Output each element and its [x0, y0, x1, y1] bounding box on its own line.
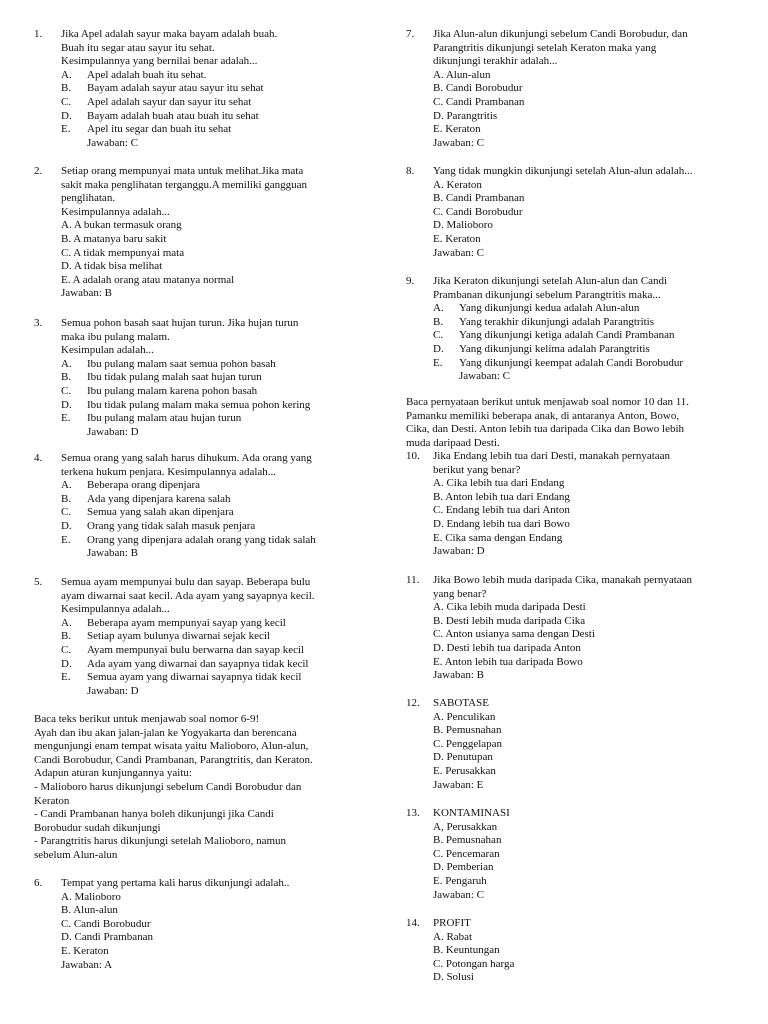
answer-option: A. A bukan termasuk orang: [61, 219, 182, 232]
answer-key: Jawaban: D: [87, 425, 139, 438]
answer-option: C. Potongan harga: [433, 957, 515, 970]
answer-option: A. Keraton: [433, 178, 482, 191]
answer-option: D. Parangtritis: [433, 109, 498, 122]
answer-option: C. Penggelapan: [433, 737, 503, 750]
question-number: 5.: [34, 576, 43, 588]
question-1: [34, 28, 359, 150]
answer-option: D. Endang lebih tua dari Bowo: [433, 517, 570, 530]
passage-line: sebelum Alun-alun: [34, 848, 118, 861]
answer-option: D. Penutupan: [433, 751, 493, 764]
question-stem: Semua orang yang salah harus dihukum. Ada orang yang: [61, 452, 312, 464]
question-stem: KONTAMINASI: [433, 807, 510, 819]
answer-option: D. Malioboro: [433, 219, 493, 232]
answer-option: A. Beberapa ayam mempunyai sayap yang kecil: [61, 616, 286, 629]
question-stem: Kesimpulan adalah...: [61, 344, 154, 357]
answer-key: Jawaban: B: [433, 669, 485, 682]
question-7: [406, 28, 736, 150]
answer-option: B. Alun-alun: [61, 904, 118, 917]
question-stem: Kesimpulannya adalah...: [61, 603, 170, 616]
passage-line: Candi Borobudur, Candi Prambanan, Parangtritis, dan Keraton.: [34, 753, 313, 766]
answer-option: E. Cika sama dengan Endang: [433, 531, 563, 544]
question-4: [34, 452, 359, 561]
answer-option: D. Bayam adalah buah atau buah itu sehat: [61, 109, 259, 122]
question-6: [34, 877, 359, 972]
answer-option: C. Yang dikunjungi ketiga adalah Candi Prambanan: [433, 329, 675, 342]
question-5: [34, 576, 359, 698]
passage-line: - Candi Prambanan hanya boleh dikunjungi jika Candi: [34, 808, 274, 821]
answer-option: A. Ibu pulang malam saat semua pohon basah: [61, 357, 276, 370]
question-number: 3.: [34, 317, 43, 329]
question-number: 4.: [34, 452, 43, 464]
passage-line: muda daripaad Desti.: [406, 436, 500, 449]
question-stem: maka ibu pulang malam.: [61, 330, 170, 343]
question-10: [406, 450, 736, 559]
answer-option: D. Candi Prambanan: [61, 931, 153, 944]
answer-option: D. A tidak bisa melihat: [61, 260, 163, 273]
answer-key: Jawaban: C: [459, 370, 511, 383]
passage-line: - Malioboro harus dikunjungi sebelum Candi Borobudur dan: [34, 780, 302, 793]
answer-option: A. Apel adalah buah itu sehat.: [61, 68, 207, 81]
answer-option: D. Ibu tidak pulang malam maka semua pohon kering: [61, 398, 311, 411]
question-number: 9.: [406, 275, 415, 287]
answer-option: E. Keraton: [433, 232, 481, 245]
answer-option: A. Malioboro: [61, 890, 121, 903]
question-stem: Prambanan dikunjungi sebelum Parangtritis maka...: [433, 288, 661, 301]
question-stem: Yang tidak mungkin dikunjungi setelah Alun-alun adalah...: [433, 165, 693, 177]
reading-passage: [406, 396, 741, 450]
reading-passage: [34, 713, 359, 863]
answer-option: E. Ibu pulang malam atau hujan turun: [61, 412, 242, 425]
question-3: [34, 317, 359, 439]
question-stem: Buah itu segar atau sayur itu sehat.: [61, 41, 215, 54]
answer-option: D. Pemberian: [433, 861, 494, 874]
answer-option: B. Pemusnahan: [433, 834, 502, 847]
answer-option: D. Solusi: [433, 971, 474, 984]
question-number: 8.: [406, 165, 415, 177]
question-number: 1.: [34, 28, 43, 40]
answer-option: C. Candi Borobudur: [61, 917, 151, 930]
passage-line: Keraton: [34, 794, 70, 807]
passage-line: Baca teks berikut untuk menjawab soal nomor 6-9!: [34, 713, 260, 725]
answer-option: B. Ada yang dipenjara karena salah: [61, 492, 231, 505]
question-stem: SABOTASE: [433, 697, 489, 709]
question-stem: Jika Keraton dikunjungi setelah Alun-alun dan Candi: [433, 275, 668, 287]
answer-option: B. Yang terakhir dikunjungi adalah Parangtritis: [433, 315, 655, 328]
passage-line: Baca pernyataan berikut untuk menjawab soal nomor 10 dan 11.: [406, 396, 690, 408]
answer-option: A. Cika lebih tua dari Endang: [433, 477, 565, 490]
answer-option: E. Keraton: [61, 944, 109, 957]
answer-option: C. Candi Borobudur: [433, 205, 523, 218]
answer-key: Jawaban: D: [433, 545, 485, 558]
question-8: [406, 165, 736, 260]
answer-option: E. A adalah orang atau matanya normal: [61, 273, 235, 286]
question-13: [406, 807, 736, 902]
question-12: [406, 697, 736, 792]
answer-option: B. Candi Borobudur: [433, 82, 523, 95]
question-stem: Kesimpulannya adalah...: [61, 205, 170, 218]
question-number: 12.: [406, 697, 420, 709]
question-stem: Jika Endang lebih tua dari Desti, manakah pernyataan: [433, 450, 671, 462]
question-number: 2.: [34, 165, 43, 177]
answer-option: A, Perusakkan: [433, 820, 498, 833]
question-stem: Jika Apel adalah sayur maka bayam adalah buah.: [61, 28, 278, 40]
passage-line: Pamanku memiliki beberapa anak, di antaranya Anton, Bowo,: [406, 409, 680, 422]
question-number: 6.: [34, 877, 43, 889]
question-stem: dikunjungi terakhir adalah...: [433, 55, 558, 68]
answer-option: D. Ada ayam yang diwarnai dan sayapnya tidak kecil: [61, 657, 309, 670]
answer-option: C. Semua yang salah akan dipenjara: [61, 506, 234, 519]
question-stem: yang benar?: [433, 587, 487, 600]
answer-option: C. Ibu pulang malam karena pohon basah: [61, 384, 258, 397]
answer-option: A. Rabat: [433, 930, 473, 943]
question-stem: Semua ayam mempunyai bulu dan sayap. Beberapa bulu: [61, 576, 311, 588]
answer-option: E. Apel itu segar dan buah itu sehat: [61, 123, 232, 136]
answer-option: C. Endang lebih tua dari Anton: [433, 504, 570, 517]
question-stem: sakit maka penglihatan terganggu.A memiliki gangguan: [61, 178, 308, 191]
answer-key: Jawaban: A: [61, 958, 113, 971]
passage-line: Cika, dan Desti. Anton lebih tua daripada Cika dan Bowo lebih: [406, 423, 685, 436]
answer-option: B. Candi Prambanan: [433, 192, 525, 205]
answer-option: D. Orang yang tidak salah masuk penjara: [61, 519, 256, 532]
answer-option: B. Setiap ayam bulunya diwarnai sejak kecil: [61, 630, 270, 643]
answer-option: D. Yang dikunjungi kelima adalah Parangtritis: [433, 342, 650, 355]
question-stem: Jika Alun-alun dikunjungi sebelum Candi Borobudur, dan: [433, 28, 688, 40]
answer-key: Jawaban: C: [433, 136, 485, 149]
passage-line: mengunjungi enam tempat wisata yaitu Malioboro, Alun-alun,: [34, 740, 309, 753]
question-stem: PROFIT: [433, 917, 471, 929]
answer-option: E. Anton lebih tua daripada Bowo: [433, 655, 583, 668]
answer-option: D. Desti lebih tua daripada Anton: [433, 641, 581, 654]
question-stem: Jika Bowo lebih muda daripada Cika, manakah pernyataan: [433, 574, 693, 586]
answer-option: E. Pengaruh: [433, 874, 487, 887]
answer-key: Jawaban: C: [87, 136, 139, 149]
answer-option: B. Ibu tidak pulang malah saat hujan turun: [61, 371, 262, 384]
answer-option: E. Keraton: [433, 123, 481, 136]
answer-key: Jawaban: B: [87, 547, 139, 560]
question-number: 11.: [406, 574, 420, 586]
question-stem: terkena hukum penjara. Kesimpulannya adalah...: [61, 465, 277, 478]
answer-option: A. Cika lebih muda daripada Desti: [433, 601, 586, 614]
passage-line: - Parangtritis harus dikunjungi setelah Malioboro, namun: [34, 835, 287, 848]
answer-option: C. Candi Prambanan: [433, 95, 525, 108]
answer-option: E. Perusakkan: [433, 764, 496, 777]
answer-option: B. Anton lebih tua dari Endang: [433, 490, 570, 503]
question-number: 14.: [406, 917, 420, 929]
question-9: [406, 275, 736, 384]
answer-option: B. Desti lebih muda daripada Cika: [433, 614, 586, 627]
answer-option: B. A matanya baru sakit: [61, 232, 167, 245]
answer-option: C. Apel adalah sayur dan sayur itu sehat: [61, 95, 252, 108]
answer-option: B. Bayam adalah sayur atau sayur itu sehat: [61, 82, 264, 95]
question-stem: Parangtritis dikunjungi setelah Keraton maka yang: [433, 41, 657, 54]
answer-key: Jawaban: D: [87, 684, 139, 697]
answer-option: E. Yang dikunjungi keempat adalah Candi Borobudur: [433, 356, 684, 369]
answer-option: A. Penculikan: [433, 710, 496, 723]
answer-option: C. Ayam mempunyai bulu berwarna dan sayap kecil: [61, 643, 305, 656]
question-stem: Semua pohon basah saat hujan turun. Jika hujan turun: [61, 317, 299, 329]
answer-option: B. Keuntungan: [433, 944, 500, 957]
answer-key: Jawaban: C: [433, 888, 485, 901]
answer-option: A. Alun-alun: [433, 68, 491, 81]
question-stem: berikut yang benar?: [433, 463, 521, 476]
question-number: 13.: [406, 807, 420, 819]
question-stem: Tempat yang pertama kali harus dikunjungi adalah..: [61, 877, 290, 889]
answer-option: E. Semua ayam yang diwarnai sayapnya tidak kecil: [61, 671, 302, 684]
question-number: 10.: [406, 450, 420, 462]
passage-line: Adapun aturan kunjungannya yaitu:: [34, 767, 192, 780]
answer-option: C. A tidak mempunyai mata: [61, 246, 185, 259]
answer-option: C. Anton usianya sama dengan Desti: [433, 628, 595, 641]
question-14: [406, 917, 736, 985]
answer-key: Jawaban: B: [61, 287, 113, 300]
question-stem: Setiap orang mempunyai mata untuk melihat.Jika mata: [61, 165, 304, 177]
answer-option: C. Pencemaran: [433, 847, 500, 860]
answer-key: Jawaban: C: [433, 246, 485, 259]
answer-option: A. Yang dikunjungi kedua adalah Alun-alun: [433, 302, 640, 315]
question-11: [406, 574, 736, 683]
answer-option: A. Beberapa orang dipenjara: [61, 479, 200, 492]
question-stem: penglihatan.: [61, 192, 116, 205]
answer-option: E. Orang yang dipenjara adalah orang yang tidak salah: [61, 533, 316, 546]
question-stem: ayam diwarnai saat kecil. Ada ayam yang sayapnya kecil.: [61, 589, 315, 602]
answer-key: Jawaban: E: [433, 778, 484, 791]
answer-option: B. Pemusnahan: [433, 724, 502, 737]
question-2: [34, 165, 359, 301]
passage-line: Borobudur sudah dikunjungi: [34, 821, 161, 834]
passage-line: Ayah dan ibu akan jalan-jalan ke Yogyakarta dan berencana: [34, 726, 297, 739]
question-stem: Kesimpulannya yang bernilai benar adalah...: [61, 55, 258, 68]
question-number: 7.: [406, 28, 415, 40]
